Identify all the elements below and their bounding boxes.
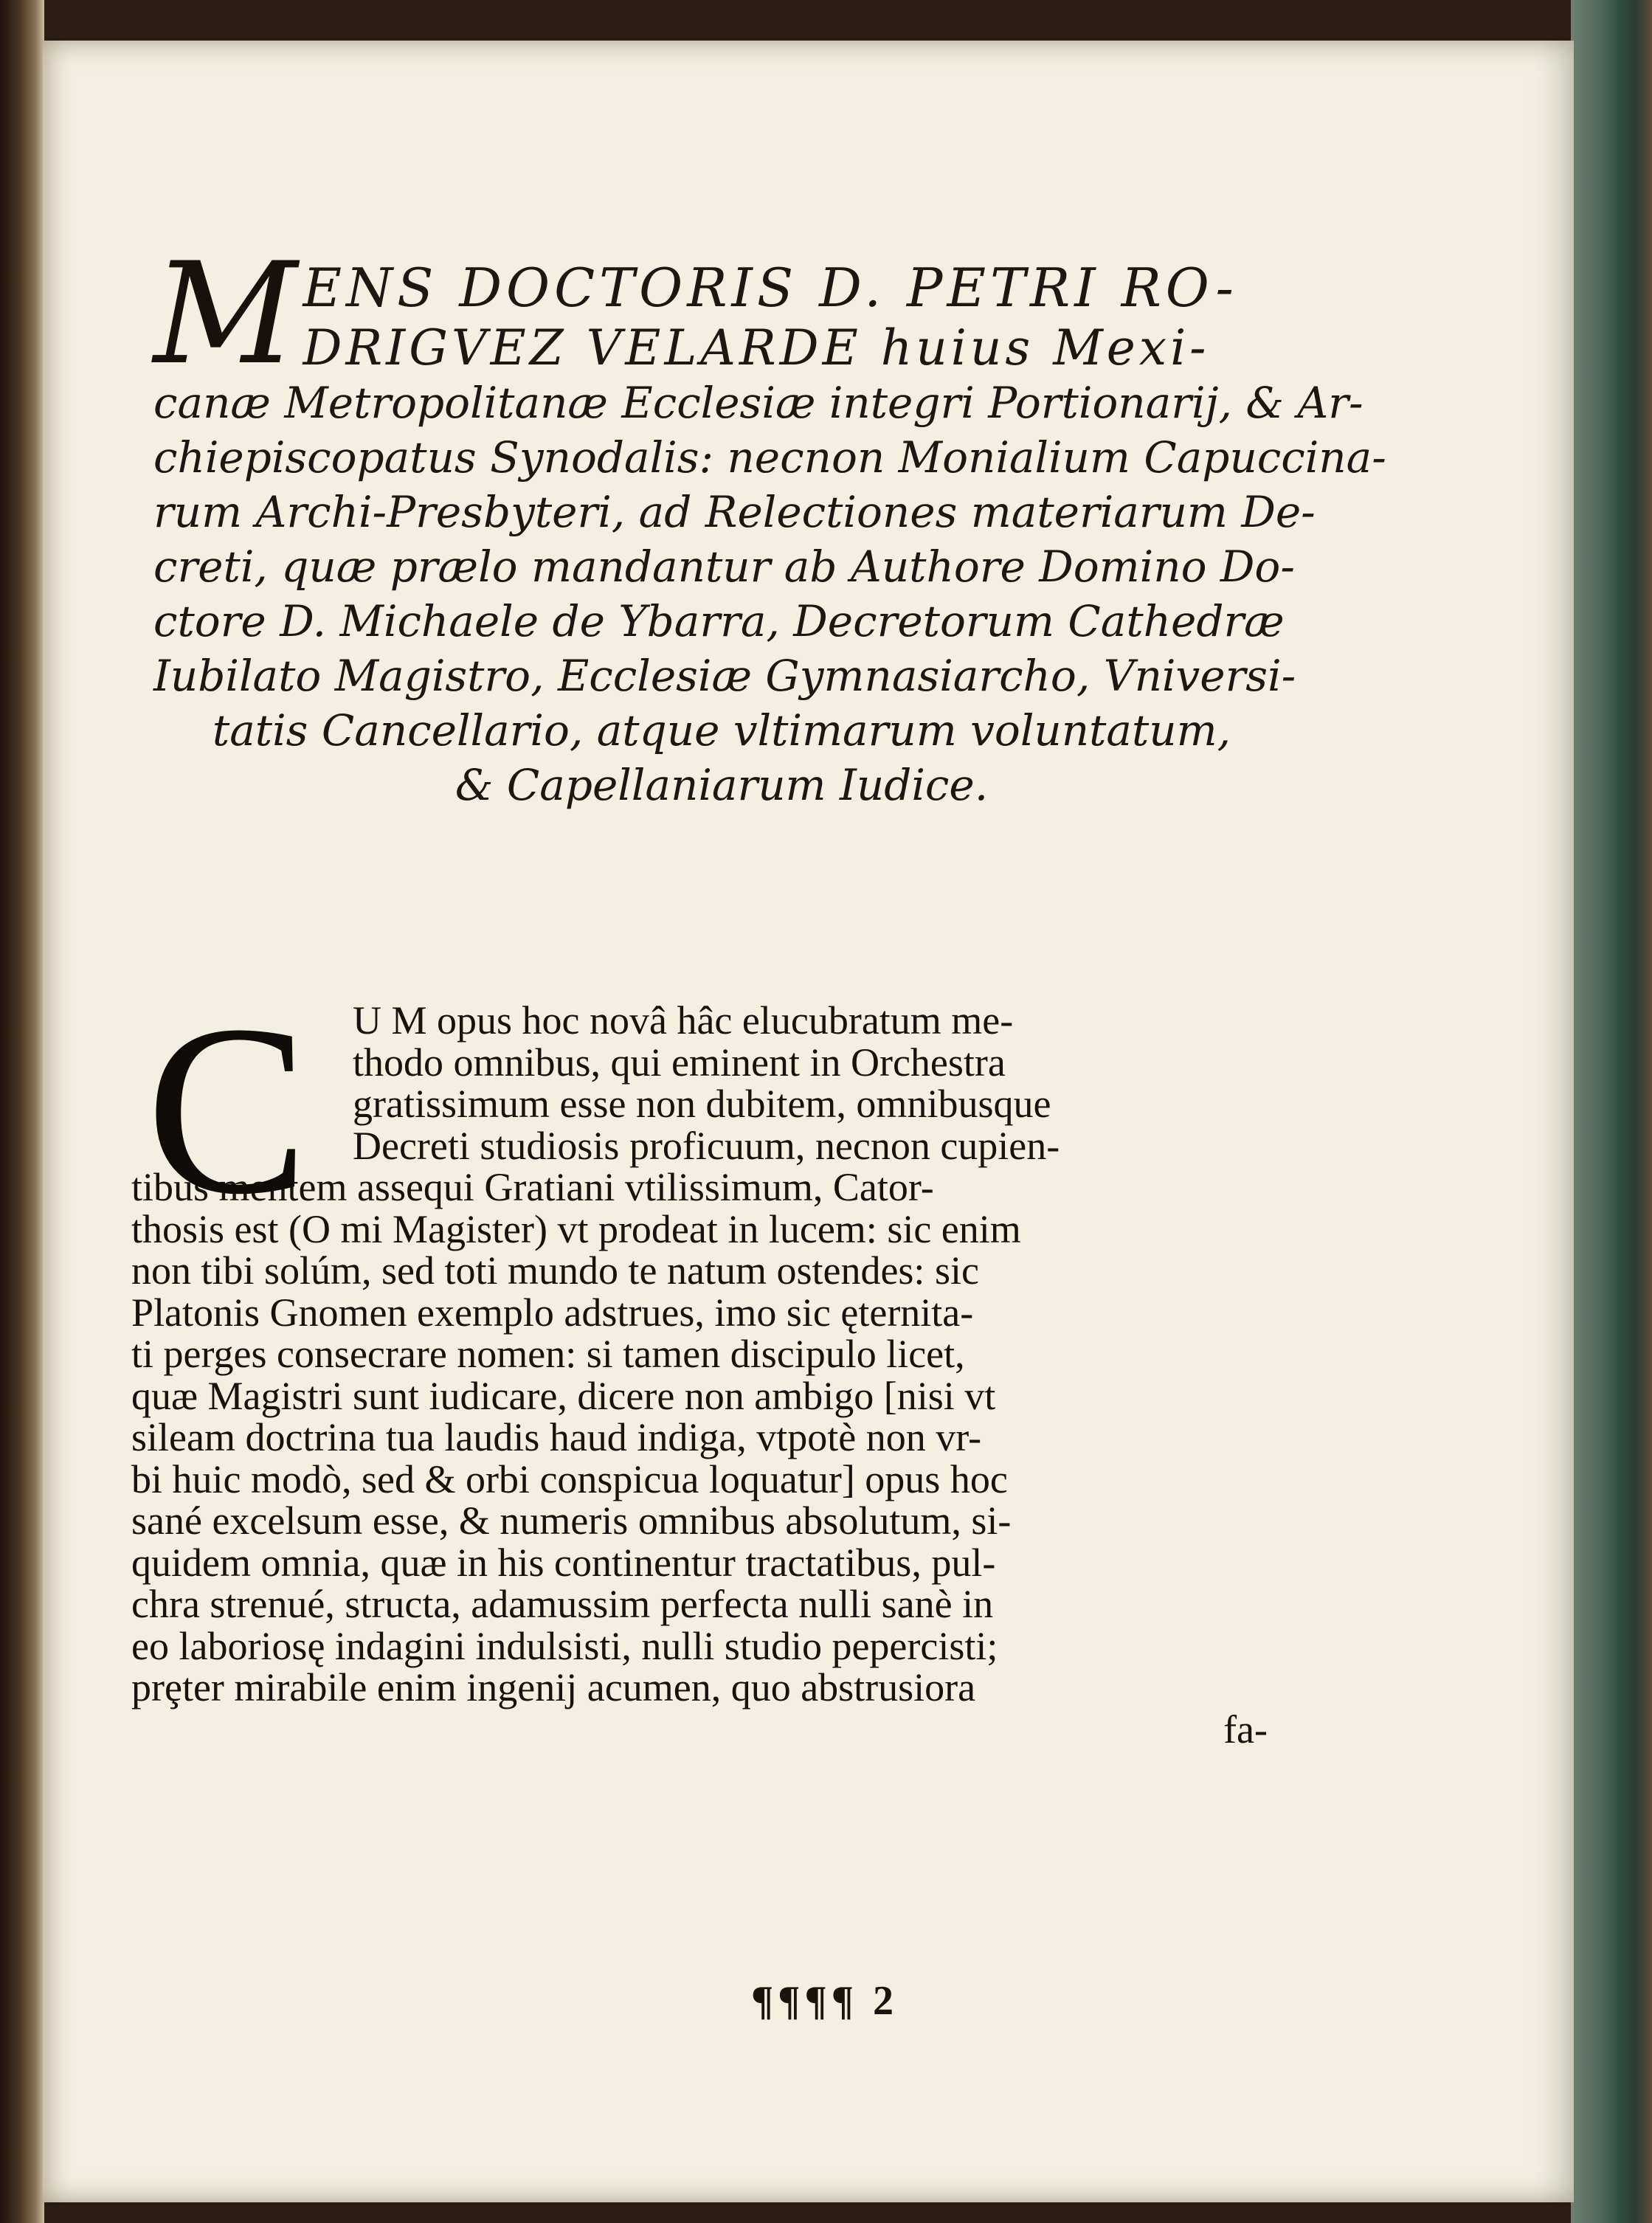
body-line: thodo omnibus, qui eminent in Orchestra — [353, 1040, 1006, 1085]
heading-initial: M — [153, 232, 297, 395]
body-text-block — [131, 975, 1268, 1752]
body-line: prȩter mirabile enim ingenij acumen, quo abstrusiora — [131, 1665, 976, 1709]
heading-line: ENS DOCTORIS D. PETRI RO- — [303, 257, 1238, 319]
body-line: quæ Magistri sunt iudicare, dicere non ambigo [nisi vt — [131, 1373, 996, 1418]
heading-line: Iubilato Magistro, Ecclesiæ Gymnasiarcho, Vniversi- — [153, 651, 1296, 701]
heading-line: canæ Metropolitanæ Ecclesiæ integri Portionarij, & Ar- — [153, 378, 1364, 428]
body-line: Decreti studiosis proficuum, necnon cupien- — [353, 1123, 1060, 1168]
body-line: chra strenué, structa, adamussim perfecta nulli sanè in — [131, 1582, 994, 1626]
body-line: tibus mentem assequi Gratiani vtilissimum, Cator- — [131, 1165, 934, 1209]
body-line: U M opus hoc novâ hâc elucubratum me- — [353, 998, 1014, 1043]
body-line: bi huic modò, sed & orbi conspicua loquatur] opus hoc — [131, 1456, 1008, 1501]
book-page — [43, 41, 1574, 2202]
heading-line: chiepiscopatus Synodalis: necnon Monialium Capuccina- — [153, 432, 1386, 483]
body-line: sileam doctrina tua laudis haud indiga, vtpotè non vr- — [131, 1415, 982, 1459]
book-binding — [0, 0, 44, 2223]
heading-line: creti, quæ prælo mandantur ab Authore Domino Do- — [153, 542, 1295, 592]
heading-line: rum Archi-Presbyteri, ad Relectiones materiarum De- — [153, 487, 1316, 537]
body-line: Platonis Gnomen exemplo adstrues, imo sic ęternita- — [131, 1290, 974, 1335]
heading-line: ctore D. Michaele de Ybarra, Decretorum Cathedræ — [153, 596, 1285, 646]
catchword: fa- — [1223, 1707, 1268, 1752]
heading-line: tatis Cancellario, atque vltimarum voluntatum, — [212, 705, 1231, 756]
heading-line: DRIGVEZ VELARDE huius Mexi- — [303, 319, 1210, 376]
body-line: ti perges consecrare nomen: si tamen discipulo licet, — [131, 1332, 965, 1376]
book-fore-edge — [1571, 0, 1652, 2223]
body-line: quidem omnia, quæ in his continentur tractatibus, pul- — [131, 1540, 996, 1585]
body-line: sané excelsum esse, & numeris omnibus absolutum, si- — [131, 1498, 1012, 1543]
heading-block — [153, 232, 1386, 812]
dropcap-letter: C — [146, 975, 309, 1245]
body-line: non tibi solúm, sed toti mundo te natum ostendes: sic — [131, 1248, 979, 1293]
body-line: eo laboriosę indagini indulsisti, nulli studio pepercisti; — [131, 1623, 998, 1668]
body-line: thosis est (O mi Magister) vt prodeat in lucem: sic enim — [131, 1206, 1021, 1251]
signature-mark: ¶¶¶¶ 2 — [751, 1978, 898, 2024]
body-line: gratissimum esse non dubitem, omnibusque — [353, 1082, 1051, 1126]
heading-line: & Capellaniarum Iudice. — [455, 760, 989, 810]
